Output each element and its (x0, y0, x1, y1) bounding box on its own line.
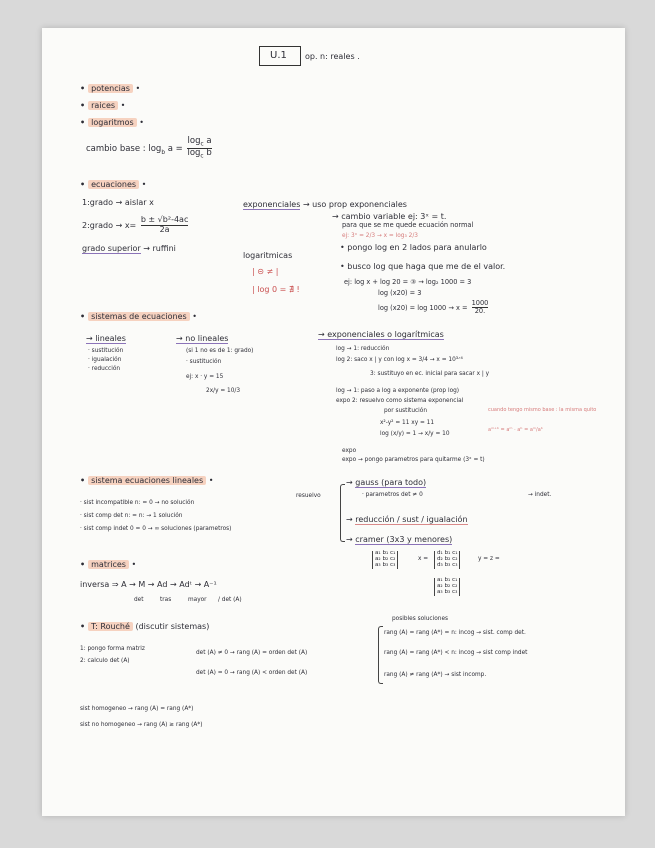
cb-num-var: a (206, 136, 212, 146)
rouche-h1: sist homogeneo → rang (A) = rang (A*) (80, 706, 194, 712)
rouche-s1: rang (A) = rang (A*) = n: incog → sist. comp det. (384, 630, 526, 636)
heading-matrices-text: matrices (88, 560, 129, 569)
log-warning-1: | ⊝ ≠ | (252, 267, 279, 276)
log-example-1: ej: log x + log 20 = ③ → log₂ 1000 = 3 (344, 278, 472, 286)
cb-sub: b (161, 149, 165, 156)
heading-raices: • raices • (80, 101, 125, 110)
eq-grado2 (82, 216, 190, 235)
el-3: 3: sustituyo en ec. inicial para sacar x | y (370, 371, 490, 377)
exp-heading (243, 200, 407, 209)
heading-logaritmos-text: logaritmos (88, 118, 137, 127)
heading-sel: • sistema ecuaciones lineales • (80, 476, 213, 485)
heading-logaritmos: • logaritmos • (80, 118, 144, 127)
lineales (86, 334, 126, 343)
el-9: expo (342, 448, 357, 454)
exp-cambio-2: para que se me quede ecuación normal (342, 221, 474, 229)
eq-quadratic-num: b ± √b²-4ac (140, 215, 189, 224)
el-10: expo → pongo parametros para quitarme (3ˣ = t) (342, 457, 485, 463)
rouche-s3: rang (A) ≠ rang (A*) → sist incomp. (384, 672, 487, 678)
rouche-s2: rang (A) = rang (A*) < n: incog → sist comp indet (384, 650, 528, 656)
resuelvo-brace (340, 484, 345, 542)
cramer-matrix-3: a₁ b₁ c₁ a₂ b₂ c₂ a₃ b₃ c₃ (434, 578, 460, 596)
rouche-c1: det (A) ≠ 0 → rang (A) = orden det (A) (196, 650, 308, 656)
heading-matrices: • matrices • (80, 560, 136, 569)
log-frac-den: 20. (474, 307, 486, 316)
cramer-yz: y = z = (478, 556, 500, 562)
rouche-brace (378, 626, 383, 684)
eq-grado1: 1:grado → aislar x (82, 198, 154, 207)
exp-cambio: → cambio variable ej: 3ˣ = t. (332, 212, 447, 221)
gauss-2: · parametros det ≠ 0 (362, 492, 423, 498)
heading-raices-text: raices (88, 101, 118, 110)
no-lineales-text: → no lineales (176, 334, 229, 343)
cramer-matrix-2: d₁ b₁ c₁ d₂ b₂ c₂ d₃ b₃ c₃ (434, 551, 460, 569)
cb-den-log: log (187, 148, 201, 159)
el-2: log 2: saco x | y con log x = 3/4 → x = 10³ᐟ⁴ (336, 357, 463, 363)
heading-rouche-sub: (discutir sistemas) (135, 622, 210, 631)
sel-2: · sist comp det n: = n: → 1 solución (80, 513, 183, 519)
no-lineales-4: 2x/y = 10/3 (206, 388, 241, 394)
cb-fraction (187, 137, 211, 160)
no-lineales (176, 334, 228, 343)
cb-denominator (187, 149, 211, 160)
eq-grado-superior (82, 244, 176, 253)
heading-potencias: • potencias • (80, 84, 140, 93)
reduccion: → reducción / sust / igualación (346, 515, 468, 524)
no-lineales-2: · sustitución (186, 359, 222, 365)
gauss: → gauss (para todo) (346, 478, 427, 487)
no-lineales-1: (si 1 no es de 1: grado) (186, 348, 254, 354)
heading-sistemas: • sistemas de ecuaciones • (80, 312, 197, 321)
rouche-possible: posibles soluciones (392, 616, 449, 622)
eq-ruffini: → ruffini (143, 244, 176, 253)
sel-3: · sist comp indet 0 = 0 → ∞ soluciones (parametros) (80, 526, 232, 532)
matrices-l1: det (134, 597, 144, 603)
exp-prop: → uso prop exponenciales (302, 200, 407, 209)
cb-num-log: log (187, 136, 201, 146)
log-step-2: • busco log que haga que me de el valor. (340, 262, 506, 271)
cambio-base-label: cambio base : log (86, 144, 162, 155)
resuelvo: resuelvo (296, 493, 321, 499)
cambio-base-formula (86, 137, 214, 160)
log-warning-2: | log 0 = ∄ ! (252, 285, 300, 294)
cramer-matrix: a₁ b₁ c₁ a₂ b₂ c₂ a₃ b₃ c₃ (372, 551, 398, 569)
lineales-2: · igualación (88, 357, 122, 363)
heading-rouche-text: T: Rouché (88, 622, 133, 631)
rouche-p2: 2: calculo det (A) (80, 658, 130, 664)
log-example-3-text: log (x20) = log 1000 → x = (378, 303, 468, 312)
log-example-frac (472, 300, 489, 316)
eq-quadratic (141, 216, 189, 235)
heading-potencias-text: potencias (88, 84, 133, 93)
el-1: log → 1: reducción (336, 346, 390, 352)
matrices-l3: mayor (188, 597, 207, 603)
eq-grado-superior-label: grado superior (82, 244, 141, 253)
eq-grado2-label: 2:grado → x= (82, 220, 137, 230)
cb-num-sub: c (200, 141, 204, 148)
el-note-2: aᵐ⁺ᵇ = aᵐ · aᵇ = aᵐ/aᵇ (488, 427, 543, 433)
el-4: log → 1: paso a log a exponente (prop log) (336, 388, 460, 394)
unit-subtitle: op. n: reales . (305, 52, 360, 61)
log-example-3 (378, 300, 490, 316)
sel-1: · sist incompatible n: = 0 → no solución (80, 500, 195, 506)
cramer-x: x = (418, 556, 429, 562)
gauss-3: → indet. (528, 492, 552, 498)
heading-sel-text: sistema ecuaciones lineales (88, 476, 206, 485)
log-example-2: log (x20) = 3 (378, 289, 422, 297)
matrices-l2: tras (160, 597, 172, 603)
el-7: x²-y² = 11 xy = 11 (380, 420, 435, 426)
exp-log-heading-text: → exponenciales o logarítmicas (318, 330, 444, 339)
matrices-inversa: inversa ⇒ A → M → Ad → Adᵗ → A⁻¹ (80, 580, 217, 589)
lineales-3: · reducción (88, 366, 121, 372)
cb-mid: a = (167, 144, 183, 155)
heading-ecuaciones: • ecuaciones • (80, 180, 146, 189)
log-frac-num: 1000 (471, 299, 489, 307)
rouche-c2: det (A) = 0 → rang (A) < orden det (A) (196, 670, 308, 676)
heading-rouche (80, 622, 209, 631)
rouche-p1: 1: pongo forma matriz (80, 646, 145, 652)
cramer-text: cramer (3x3 y menores) (355, 535, 453, 544)
el-8: log (x/y) = 1 → x/y = 10 (380, 431, 450, 437)
el-note: cuando tengo mismo base : la misma quito (488, 407, 597, 413)
matrices-l4: / det (A) (218, 597, 242, 603)
no-lineales-3: ej: x · y = 15 (186, 374, 224, 380)
exp-log-heading (318, 330, 444, 339)
exp-example: ej: 3ˣ = 2/3 → x = log₃ 2/3 (342, 233, 418, 239)
log-step-1: • pongo log en 2 lados para anularlo (340, 243, 487, 252)
el-5: expo 2: resuelvo como sistema exponencial (336, 398, 464, 404)
lineales-text: → lineales (86, 334, 126, 343)
unit-title: U.1 (270, 50, 287, 61)
reduccion-text: reducción / sust / igualación (355, 515, 468, 524)
heading-sistemas-text: sistemas de ecuaciones (88, 312, 190, 321)
heading-ecuaciones-text: ecuaciones (88, 180, 139, 189)
el-6: por sustitución (384, 408, 428, 414)
lineales-1: · sustitución (88, 348, 124, 354)
exp-heading-text: exponenciales (243, 200, 301, 209)
cramer: → cramer (3x3 y menores) (346, 535, 453, 544)
rouche-h2: sist no homogeneo → rang (A) ≥ rang (A*) (80, 722, 203, 728)
log-heading: logaritmicas (243, 251, 293, 260)
eq-quadratic-den: 2a (159, 224, 170, 234)
cb-den-var: b (206, 148, 212, 159)
cb-den-sub: c (200, 153, 204, 160)
gauss-text: gauss (para todo) (355, 478, 427, 487)
